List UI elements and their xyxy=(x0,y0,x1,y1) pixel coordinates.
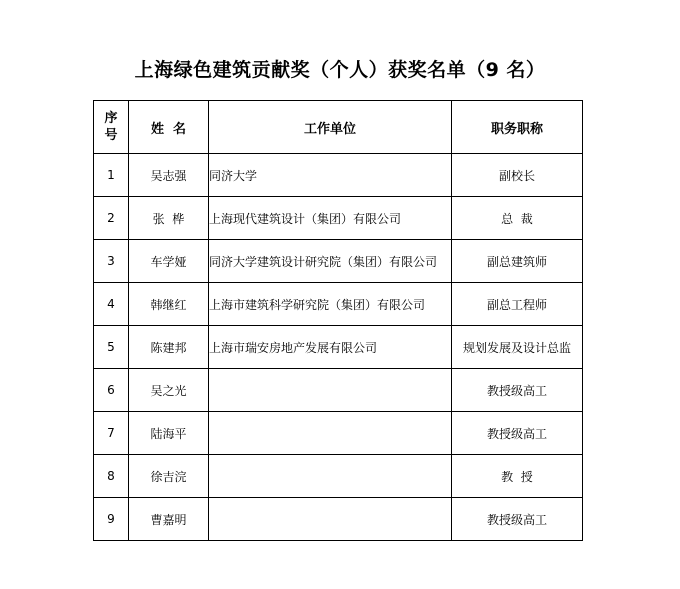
table-header-row xyxy=(94,101,583,154)
row-organization: 上海市瑞安房地产发展有限公司 xyxy=(209,326,452,369)
table-row xyxy=(94,369,583,412)
row-number: 4 xyxy=(94,283,129,326)
row-position: 教授级高工 xyxy=(452,498,583,541)
row-name: 陈建邦 xyxy=(129,326,209,369)
row-number: 6 xyxy=(94,369,129,412)
row-position: 教授级高工 xyxy=(452,412,583,455)
row-position: 副总建筑师 xyxy=(452,240,583,283)
row-position: 副总工程师 xyxy=(452,283,583,326)
table-row xyxy=(94,240,583,283)
row-name: 韩继红 xyxy=(129,283,209,326)
row-number: 8 xyxy=(94,455,129,498)
document-title: 上海绿色建筑贡献奖（个人）获奖名单（9 名） xyxy=(134,59,546,81)
row-name: 车学娅 xyxy=(129,240,209,283)
row-number: 1 xyxy=(94,154,129,197)
table-row xyxy=(94,412,583,455)
award-table xyxy=(93,100,583,541)
row-position: 总 裁 xyxy=(452,197,583,240)
row-name: 曹嘉明 xyxy=(129,498,209,541)
row-organization xyxy=(209,412,452,455)
row-position: 教 授 xyxy=(452,455,583,498)
table-row xyxy=(94,154,583,197)
row-position: 教授级高工 xyxy=(452,369,583,412)
table-row xyxy=(94,455,583,498)
header-number-line2: 号 xyxy=(104,128,118,143)
row-organization xyxy=(209,455,452,498)
row-name: 徐吉浣 xyxy=(129,455,209,498)
row-number: 3 xyxy=(94,240,129,283)
row-position: 副校长 xyxy=(452,154,583,197)
table-row xyxy=(94,326,583,369)
header-number xyxy=(94,101,129,154)
table-row xyxy=(94,197,583,240)
header-number-line1: 序 xyxy=(104,111,118,126)
header-position: 职务职称 xyxy=(452,101,583,154)
row-name: 吴之光 xyxy=(129,369,209,412)
header-organization: 工作单位 xyxy=(209,101,452,154)
row-organization: 同济大学建筑设计研究院（集团）有限公司 xyxy=(209,240,452,283)
table-row xyxy=(94,283,583,326)
row-name: 吴志强 xyxy=(129,154,209,197)
row-position: 规划发展及设计总监 xyxy=(452,326,583,369)
header-name: 姓 名 xyxy=(129,101,209,154)
row-number: 2 xyxy=(94,197,129,240)
row-organization xyxy=(209,369,452,412)
table-row xyxy=(94,498,583,541)
row-name: 陆海平 xyxy=(129,412,209,455)
row-number: 7 xyxy=(94,412,129,455)
row-organization: 上海市建筑科学研究院（集团）有限公司 xyxy=(209,283,452,326)
row-number: 9 xyxy=(94,498,129,541)
row-organization xyxy=(209,498,452,541)
row-number: 5 xyxy=(94,326,129,369)
row-organization: 同济大学 xyxy=(209,154,452,197)
row-organization: 上海现代建筑设计（集团）有限公司 xyxy=(209,197,452,240)
row-name: 张 桦 xyxy=(129,197,209,240)
